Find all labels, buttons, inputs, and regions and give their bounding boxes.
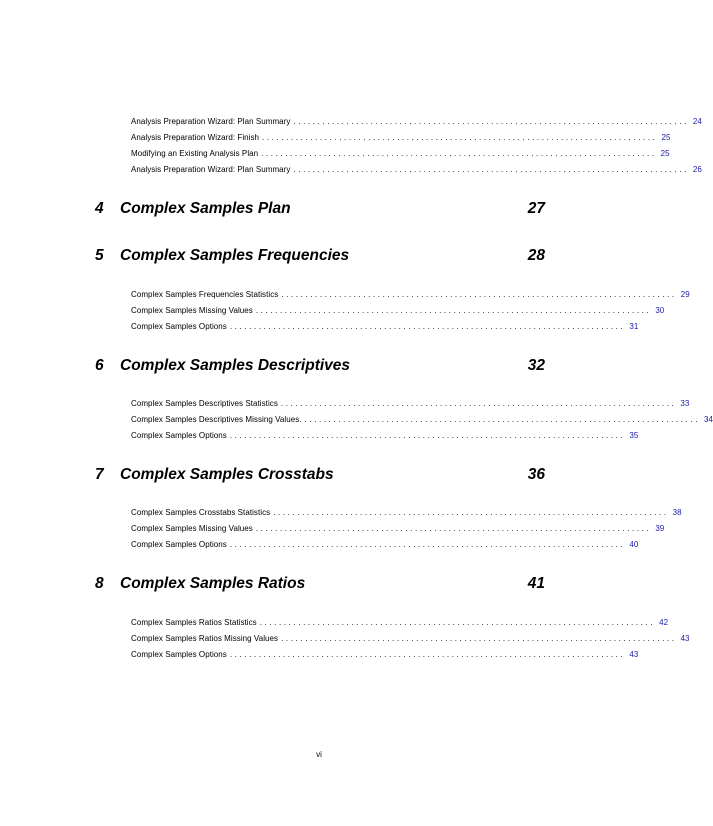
chapter-page[interactable]: 36 [527, 466, 545, 483]
toc-entry-label: Complex Samples Options [131, 322, 227, 331]
toc-entry-page-link[interactable]: 30 [655, 306, 665, 315]
toc-entry-label: Analysis Preparation Wizard: Plan Summary [131, 165, 291, 174]
toc-entry-label: Analysis Preparation Wizard: Finish [131, 133, 260, 142]
leader-dots: .................................................................................. [304, 415, 701, 424]
leader-dots: .................................................................................. [229, 431, 626, 440]
chapter-page[interactable]: 41 [527, 575, 545, 592]
toc-entry-label: Analysis Preparation Wizard: Plan Summary [131, 117, 291, 126]
leader-dots: .................................................................................. [255, 524, 652, 533]
leader-dots: .................................................................................. [259, 618, 656, 627]
chapter-page[interactable]: 32 [527, 357, 545, 374]
toc-entry-label: Modifying an Existing Analysis Plan [131, 149, 259, 158]
toc-entry[interactable] [131, 113, 702, 127]
toc-entry-page-link[interactable]: 29 [680, 290, 690, 299]
page-number-footer: vi [316, 750, 322, 759]
leader-dots: .................................................................................. [229, 650, 626, 659]
toc-entry[interactable] [131, 646, 639, 660]
toc-entry[interactable] [131, 614, 669, 628]
toc-entry-page-link[interactable]: 39 [655, 524, 665, 533]
toc-entry[interactable] [131, 395, 690, 409]
chapter-page[interactable]: 28 [527, 247, 545, 264]
chapter-title: Complex Samples Plan [120, 200, 291, 217]
chapter-title: Complex Samples Descriptives [120, 357, 351, 374]
toc-entry[interactable] [131, 318, 639, 332]
chapter-heading[interactable] [95, 464, 545, 486]
chapter-heading[interactable] [95, 245, 545, 267]
chapter-number: 5 [95, 247, 104, 264]
leader-dots: .................................................................................. [280, 399, 677, 408]
toc-entry-page-link[interactable]: 24 [692, 117, 702, 126]
toc-entry-label: Complex Samples Ratios Missing Values [131, 634, 279, 643]
leader-dots: .................................................................................. [229, 322, 626, 331]
chapter-heading[interactable] [95, 573, 545, 595]
toc-entry-page-link[interactable]: 31 [629, 322, 639, 331]
chapter-number: 8 [95, 575, 104, 592]
toc-entry-label: Complex Samples Frequencies Statistics [131, 290, 279, 299]
leader-dots: .................................................................................. [281, 290, 677, 299]
chapter-heading[interactable] [95, 198, 545, 220]
toc-entry-label: Complex Samples Options [131, 540, 227, 549]
toc-entry-page-link[interactable]: 43 [629, 650, 639, 659]
toc-entry-label: Complex Samples Missing Values [131, 524, 253, 533]
chapter-number: 7 [95, 466, 104, 483]
toc-entry-page-link[interactable]: 43 [680, 634, 690, 643]
toc-entry-label: Complex Samples Options [131, 431, 227, 440]
toc-entry[interactable] [131, 520, 665, 534]
toc-entry-page-link[interactable]: 40 [629, 540, 639, 549]
toc-entry-page-link[interactable]: 26 [692, 165, 702, 174]
toc-entry[interactable] [131, 302, 665, 316]
leader-dots: .................................................................................. [281, 634, 677, 643]
leader-dots: .................................................................................. [261, 149, 657, 158]
leader-dots: .................................................................................. [229, 540, 626, 549]
leader-dots: .................................................................................. [293, 117, 689, 126]
chapter-number: 6 [95, 357, 104, 374]
toc-entry-page-link[interactable]: 25 [660, 149, 670, 158]
leader-dots: .................................................................................. [293, 165, 689, 174]
toc-entry-page-link[interactable]: 35 [629, 431, 639, 440]
toc-entry-label: Complex Samples Missing Values [131, 306, 253, 315]
toc-entry-page-link[interactable]: 33 [680, 399, 690, 408]
toc-entry-page-link[interactable]: 42 [659, 618, 669, 627]
leader-dots: .................................................................................. [255, 306, 652, 315]
toc-entry[interactable] [131, 504, 682, 518]
leader-dots: .................................................................................. [273, 508, 669, 517]
toc-entry[interactable] [131, 411, 713, 425]
toc-entry[interactable] [131, 161, 702, 175]
chapter-title: Complex Samples Ratios [120, 575, 306, 592]
toc-entry[interactable] [131, 286, 690, 300]
toc-entry-label: Complex Samples Crosstabs Statistics [131, 508, 271, 517]
toc-entry-label: Complex Samples Ratios Statistics [131, 618, 257, 627]
chapter-page[interactable]: 27 [527, 200, 545, 217]
chapter-title: Complex Samples Crosstabs [120, 466, 334, 483]
toc-entry-page-link[interactable]: 34 [704, 415, 713, 424]
toc-entry[interactable] [131, 427, 639, 441]
chapter-title: Complex Samples Frequencies [120, 247, 350, 264]
toc-entry[interactable] [131, 129, 671, 143]
toc-entry-label: Complex Samples Descriptives Missing Values. [131, 415, 302, 424]
toc-entry-page-link[interactable]: 25 [661, 133, 671, 142]
chapter-heading[interactable] [95, 355, 545, 377]
toc-entry-label: Complex Samples Descriptives Statistics [131, 399, 278, 408]
toc-entry[interactable] [131, 536, 639, 550]
chapter-number: 4 [95, 200, 104, 217]
toc-entry[interactable] [131, 630, 690, 644]
leader-dots: .................................................................................. [262, 133, 658, 142]
toc-entry-page-link[interactable]: 38 [672, 508, 682, 517]
toc-entry[interactable] [131, 145, 670, 159]
toc-entry-label: Complex Samples Options [131, 650, 227, 659]
